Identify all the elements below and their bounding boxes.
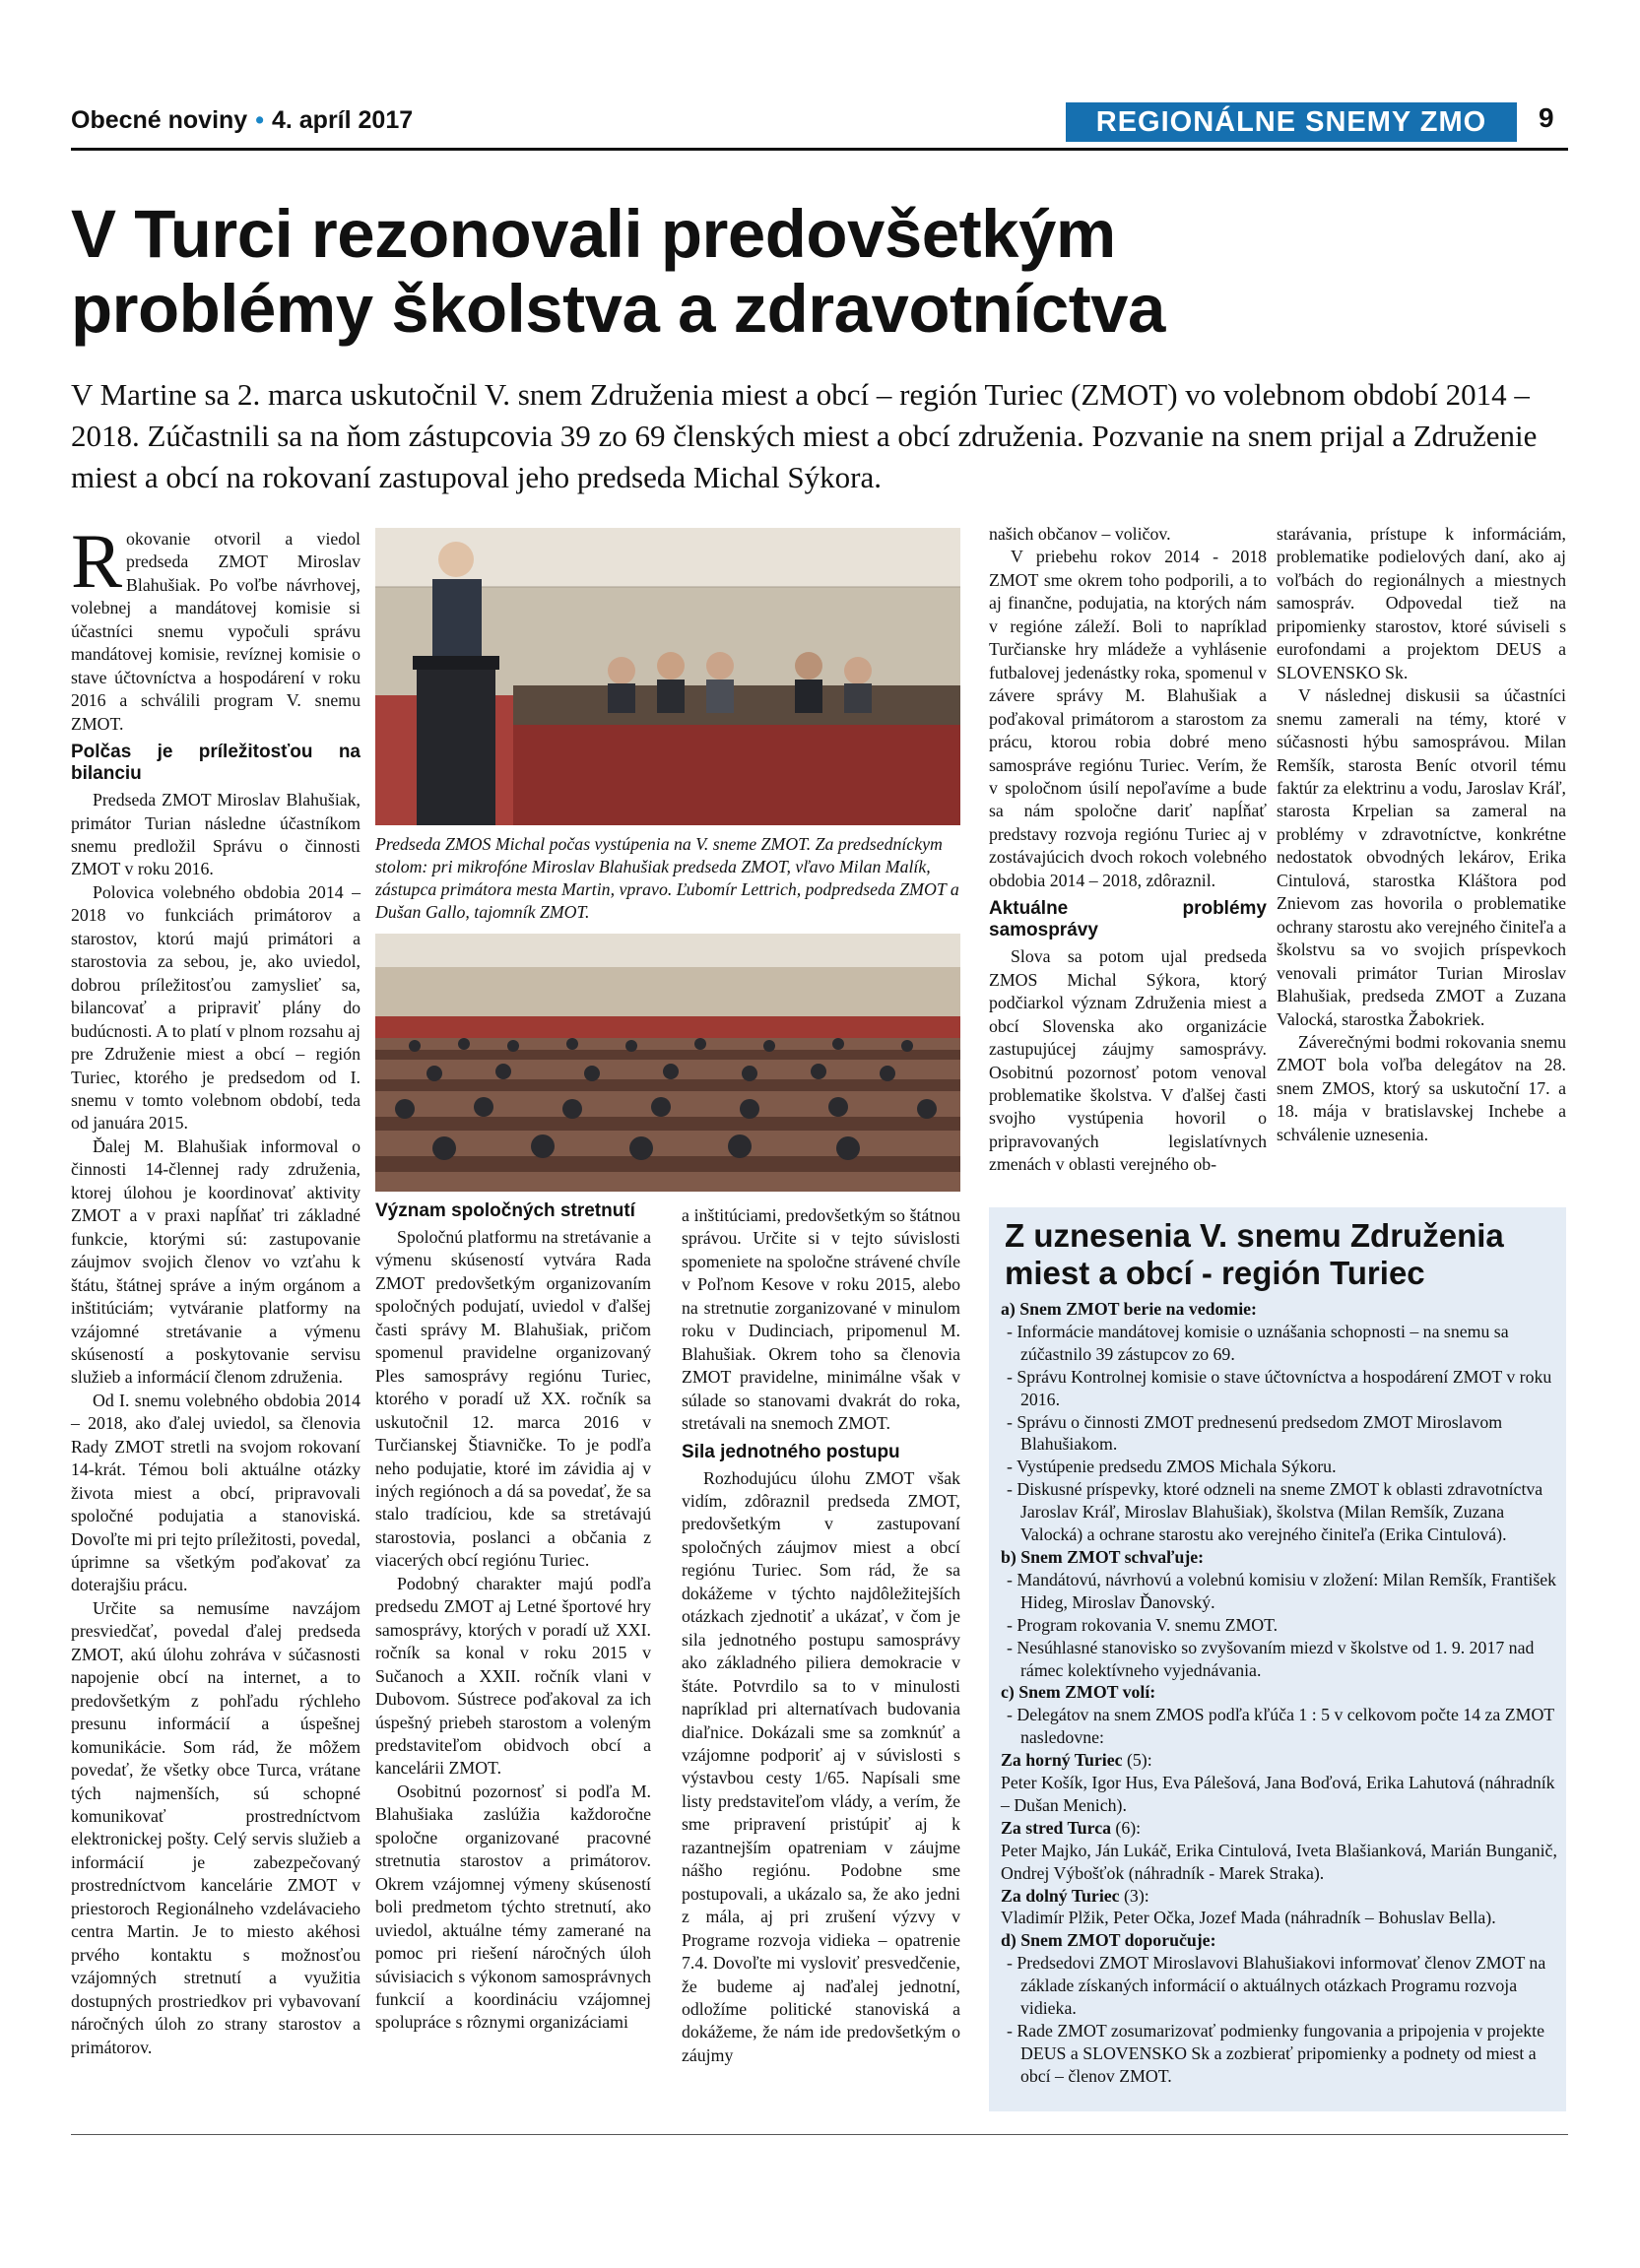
resolution-heading-d: d) Snem ZMOT doporučuje: [1001, 1930, 1216, 1951]
section-tag: REGIONÁLNE SNEMY ZMO [1066, 102, 1517, 142]
resolution-item: - Informácie mandátovej komisie o uznášania schopnosti – na snemu sa zúčastnilo 39 zástupcov zo 69. [1007, 1321, 1509, 1364]
masthead [71, 106, 413, 135]
paragraph: Od I. snemu volebného obdobia 2014 – 2018, ako ďalej uviedol, sa členovia Rady ZMOT stretli na svojom rokovaní 14-krát. Témou boli aktuálne otázky života miest a obcí, pripravovali spoločné podujatia a stanoviská. Dovoľte mi pri tejto príležitosti, povedal, úprimne sa všetkým poďakovať za doterajšiu prácu. [71, 1390, 361, 1595]
delegate-group-middle: Za stred Turca (6): [1001, 1817, 1142, 1838]
headline [71, 197, 1568, 347]
paragraph: Polovica volebného obdobia 2014 – 2018 vo funkciách primátorov a starostov, ktorú majú primátori a starostovia za sebou, je, ako uviedol, dobrou príležitosťou zamyslieť sa, bilancovať a pripraviť plány do budúcnosti. A to platí v plnom rozsahu aj pre Združenie miest a obcí – región Turiec, ktorého je predsedom od I. snemu v tomto volebnom období, teda od januára 2015. [71, 881, 361, 1134]
resolution-item: - Delegátov na snem ZMOS podľa kľúča 1 : 5 v celkovom počte 14 za ZMOT nasledovne: [1007, 1705, 1554, 1748]
paragraph: Slova sa potom ujal predseda ZMOS Michal Sýkora, ktorý podčiarkol význam Združenia miest a obcí Slovenska ako organizácie zastupujúcej záujmy samosprávy. Osobitnú pozornosť potom venoval problematike školstva. V ďalšej časti svojho vystúpenia hovoril o pripravovaných legislatívnych zmenách v oblasti verejného ob- [989, 946, 1267, 1175]
article-column-2 [375, 1200, 651, 2035]
drop-cap: R [71, 518, 123, 604]
lead-paragraph: V Martine sa 2. marca uskutočnil V. snem Združenia miest a obcí – región Turiec (ZMOT) vo volebnom období 2014 – 2018. Zúčastnili sa na ňom zástupcovia 39 zo 69 členských miest a obcí združenia. Pozvanie na snem prijal a Združenie miest a obcí na rokovaní zastupoval jeho predseda Michal Sýkora. [71, 377, 1538, 494]
paragraph: Rokovanie otvoril a viedol predseda ZMOT Miroslav Blahušiak. Po voľbe návrhovej, volebnej a mandátovej komisie si účastníci snemu vypočuli správu mandátovej komisie, revíznej komisie o stave účtovníctva a hospodárení v roku 2016 a schválili program V. snemu ZMOT. [71, 518, 361, 734]
article-column-3 [682, 1204, 960, 2067]
box-title-line-1: Z uznesenia V. snemu Združenia [1005, 1217, 1504, 1254]
paragraph: našich občanov – voličov. [989, 524, 1171, 544]
delegate-names: Vladimír Plžik, Peter Očka, Jozef Mada (náhradník – Bohuslav Bella). [1001, 1908, 1496, 1928]
paragraph: V následnej diskusii sa účastníci snemu zamerali na témy, ktoré v súčasnosti hýbu samosprávou. Milan Remšík, starosta Beníc otvoril tému faktúr za elektrinu a vodu, Jaroslav Kráľ, starosta Krpelian sa zameral na problémy v zdravotníctve, konkrétne nedostatok obvodných lekárov, Erika Cintulová, starostka Kláštora pod Znievom zas hovorila o problematike ochrany starostu ako verejného činiteľa a školstvu sa vo svojich príspevkoch venovali primátor Turian Miroslav Blahušiak, predseda ZMOT a Zuzana Valocká, starostka Žabokriek. [1277, 685, 1566, 1029]
headline-line-2: problémy školstva a zdravotníctva [71, 271, 1165, 347]
footer-rule [71, 2134, 1568, 2135]
paragraph: Spoločnú platformu na stretávanie a výmenu skúseností vytvára Rada ZMOT predovšetkým organizovaním spoločných podujatí, uviedol v ďalšej časti správy M. Blahušiak, pričom spomenul pravidelne organizovaný Ples samosprávy regiónu Turiec, ktorého v poradí už XX. ročník sa uskutočnil 12. marca 2016 v Turčianskej Štiavničke. To je podľa neho podujatie, ktoré im závidia aj v iných regiónoch a dá sa povedať, že sa stalo tradíciou, kde sa stretávajú starostovia, poslanci a občania z viacerých obcí regiónu Turiec. [375, 1227, 651, 1571]
page-number: 9 [1539, 102, 1554, 133]
resolution-item: - Predsedovi ZMOT Miroslavovi Blahušiakovi informovať členov ZMOT na základe získaných informácií o aktuálnych otázkach Programu rozvoja vidieka. [1007, 1953, 1546, 2019]
header-rule [71, 148, 1568, 151]
paragraph: Rozhodujúcu úlohu ZMOT však vidím, zdôraznil predseda ZMOT, predovšetkým v zastupovaní spoločných záujmov miest a obcí regiónu Turiec. Som rád, že sa dokážeme v týchto najdôležitejších otázkach zjednotiť a ukázať, v čom je sila jednotného postupu samosprávy ako základného piliera demokracie v štáte. Potvrdilo sa to v minulosti napríklad pri alternatívach budovania diaľnice. Dokázali sme sa zomknúť a vzájomne podporiť aj v súvislosti s výstavbou cesty 1/65. Napísali sme listy predstaviteľom vlády, a verím, že sme pripravení pristúpiť aj k razantnejším opatreniam v záujme nášho regiónu. Podobne sme postupovali, a ukázalo sa, že ako jedni z mála, aj pri zrušení výzvy v Programe rozvoja vidieka – opatrenie 7.4. Dovoľte mi vysloviť presvedčenie, že budeme aj naďalej jednotní, odložíme politické stanoviská a dokážeme, že nám ide predovšetkým o záujmy [682, 1467, 960, 2065]
paragraph: Určite sa nemusíme navzájom presviedčať, povedal ďalej predseda ZMOT, akú úlohu zohráva v súčasnosti napojenie obcí na internet, a to predovšetkým z pohľadu rýchleho presunu informácií a úspešnej komunikácie. Som rád, že môžem povedať, že všetky obce Turca, vrátane tých najmenších, sú schopné komunikovať prostredníctvom elektronickej pošty. Celý servis služieb a informácií je zabezpečovaný prostredníctvom kancelárie ZMOT v priestoroch Regionálneho vzdelávacieho centra Martin. Je to miesto akéhosi prvého kontaktu s možnosťou vzájomných stretnutí a využitia dostupných prostriedkov pri vybavovaní náročných úloh zo strany starostov a primátorov. [71, 1597, 361, 2057]
subheading: Význam spoločných stretnutí [375, 1200, 635, 1221]
paragraph: starávania, prístupe k informáciám, problematike podielových daní, ako aj voľbách do regionálnych a miestnych samospráv. Odpovedal tiež na pripomienky starostov, ktoré súviseli s eurofondami a projektom DEUS a SLOVENSKO Sk. [1277, 524, 1566, 682]
paragraph: Ďalej M. Blahušiak informoval o činnosti 14-člennej rady združenia, ktorej úlohou je koordinovať aktivity ZMOT a v praxi napĺňať tri základné funkcie, ktorými sú: zastupovanie záujmov svojich členov vo vzťahu k štátu, štátnej správe a iným orgánom a inštitúciám; vytváranie platformy na vzájomné stretávanie a výmenu skúseností a poskytovanie servisu služieb a informácií členom združenia. [71, 1135, 361, 1388]
resolution-item: - Vystúpenie predsedu ZMOS Michala Sýkoru. [1007, 1457, 1337, 1477]
paragraph: Predseda ZMOT Miroslav Blahušiak, primátor Turian následne účastníkom snemu predložil Správu o činnosti ZMOT v roku 2016. [71, 790, 361, 879]
resolution-heading-a: a) Snem ZMOT berie na vedomie: [1001, 1299, 1257, 1319]
delegate-names: Peter Košík, Igor Hus, Eva Pálešová, Jana Boďová, Erika Lahutová (náhradník – Dušan Menich). [1001, 1773, 1555, 1815]
separator-dot: • [255, 106, 264, 134]
resolution-heading-c: c) Snem ZMOT volí: [1001, 1682, 1156, 1703]
paragraph: Podobný charakter majú podľa predsedu ZMOT aj Letné športové hry samosprávy, ktorých v poradí už XXI. ročník sa konal v roku 2015 v Sučanoch a XXII. ročník vlani v Dubovom. Sústrece poďakoval za ich úspešný priebeh starostom a voleným predstaviteľom obidvoch obcí a kancelárii ZMOT. [375, 1573, 651, 1779]
subheading: Sila jednotného postupu [682, 1441, 900, 1462]
article-column-4 [989, 523, 1267, 1177]
subheading: Aktuálne problémy samosprávy [989, 898, 1267, 941]
resolution-heading-b: b) Snem ZMOT schvaľuje: [1001, 1546, 1205, 1567]
headline-line-1: V Turci rezonovali predovšetkým [71, 196, 1116, 272]
resolution-item: - Rade ZMOT zosumarizovať podmienky fungovania a pripojenia v projekte DEUS a SLOVENSKO Sk a zozbierať pripomienky a podnety od miest a obcí – členov ZMOT. [1007, 2021, 1544, 2086]
resolution-item: - Mandátovú, návrhovú a volebnú komisiu v zložení: Milan Remšík, František Hideg, Miroslav Ďanovský. [1007, 1569, 1557, 1612]
resolution-box-title [1005, 1217, 1556, 1292]
resolution-item: - Nesúhlasné stanovisko so zvyšovaním miezd v školstve od 1. 9. 2017 nad rámec kolektívneho vyjednávania. [1007, 1637, 1535, 1680]
photo-1-caption: Predseda ZMOS Michal počas vystúpenia na V. sneme ZMOT. Za predsedníckym stolom: pri mikrofóne Miroslav Blahušiak predseda ZMOT, vľavo Milan Malík, zástupca primátora mesta Martin, vpravo. Ľubomír Lettrich, podpredseda ZMOT a Dušan Gallo, tajomník ZMOT. [375, 834, 959, 922]
paragraph: Záverečnými bodmi rokovania snemu ZMOT bola voľba delegátov na 28. snem ZMOS, ktorý sa uskutoční 17. a 18. mája v bratislavskej Inchebe a schválenie uznesenia. [1277, 1031, 1566, 1144]
article-column-5 [1277, 523, 1566, 1146]
resolution-item: - Diskusné príspevky, ktoré odzneli na sneme ZMOT k oblasti zdravotníctva Jaroslav Kráľ, Miroslav Blahušiak), školstva (Milan Remšík, Zuzana Valocká) a ochrane starostu ako verejného činiteľa (Erika Cintulová). [1007, 1479, 1543, 1545]
resolution-item: - Program rokovania V. snemu ZMOT. [1007, 1614, 1279, 1635]
delegate-names: Peter Majko, Ján Lukáč, Erika Cintulová, Iveta Blašianková, Marián Bunganič, Ondrej Výbošťok (náhradník - Marek Straka). [1001, 1840, 1557, 1883]
photo-audience-hall [375, 934, 960, 1192]
delegate-group-lower: Za dolný Turiec (3): [1001, 1885, 1149, 1906]
paragraph: V priebehu rokov 2014 - 2018 ZMOT sme okrem toho podporili, a to aj finančne, podujatia, na ktorých nám v regióne záleží. Boli to napríklad Turčianske hry mládeže a vyhlásenie futbalovej jedenástky roka, spomenul v závere správy M. Blahušiak a poďakoval primátorom a starostom za prácu, ktorou robia dobré meno samospráve regiónu Turiec. Verím, že v spoločnom úsilí nepoľavíme a bude sa nám spoločne dariť napĺňať predstavy rozvoja regiónu Turiec aj v zostávajúcich dvoch rokoch volebného obdobia 2014 – 2018, zdôraznil. [989, 547, 1267, 890]
box-title-line-2: miest a obcí - región Turiec [1005, 1255, 1425, 1291]
publication-name: Obecné noviny [71, 106, 248, 134]
resolution-box-body [1001, 1298, 1558, 2088]
paragraph: a inštitúciami, predovšetkým so štátnou správou. Určite si v tejto súvislosti spomeniete na spoločne strávené chvíle v Poľnom Kesove v roku 2015, alebo na stretnutie zorganizované v minulom roku v Dudinciach, pripomenul M. Blahušiak. Okrem toho sa členovia ZMOT pravidelne, minimálne však v súlade so stanovami dvakrát do roka, stretávali na snemoch ZMOT. [682, 1205, 960, 1434]
resolution-item: - Správu o činnosti ZMOT prednesenú predsedom ZMOT Miroslavom Blahušiakom. [1007, 1411, 1503, 1455]
photo-speaker-at-podium [375, 528, 960, 825]
issue-date: 4. apríl 2017 [271, 106, 414, 134]
delegate-group-upper: Za horný Turiec (5): [1001, 1750, 1152, 1771]
subheading: Polčas je príležitosťou na bilanciu [71, 742, 361, 785]
article-column-1 [71, 518, 361, 2059]
paragraph: Osobitnú pozornosť si podľa M. Blahušiaka zaslúžia každoročne spoločne organizované pracovné stretnutia starostov a primátorov. Okrem vzájomnej výmeny skúseností boli predmetom týchto stretnutí, ako uviedol, aktuálne témy zamerané na pomoc pri riešení náročných úloh súvisiacich s výkonom samosprávnych funkcií a koordináciu vzájomnej spolupráce s rôznymi organizáciami [375, 1781, 651, 2033]
resolution-item: - Správu Kontrolnej komisie o stave účtovníctva a hospodárení ZMOT v roku 2016. [1007, 1366, 1552, 1409]
